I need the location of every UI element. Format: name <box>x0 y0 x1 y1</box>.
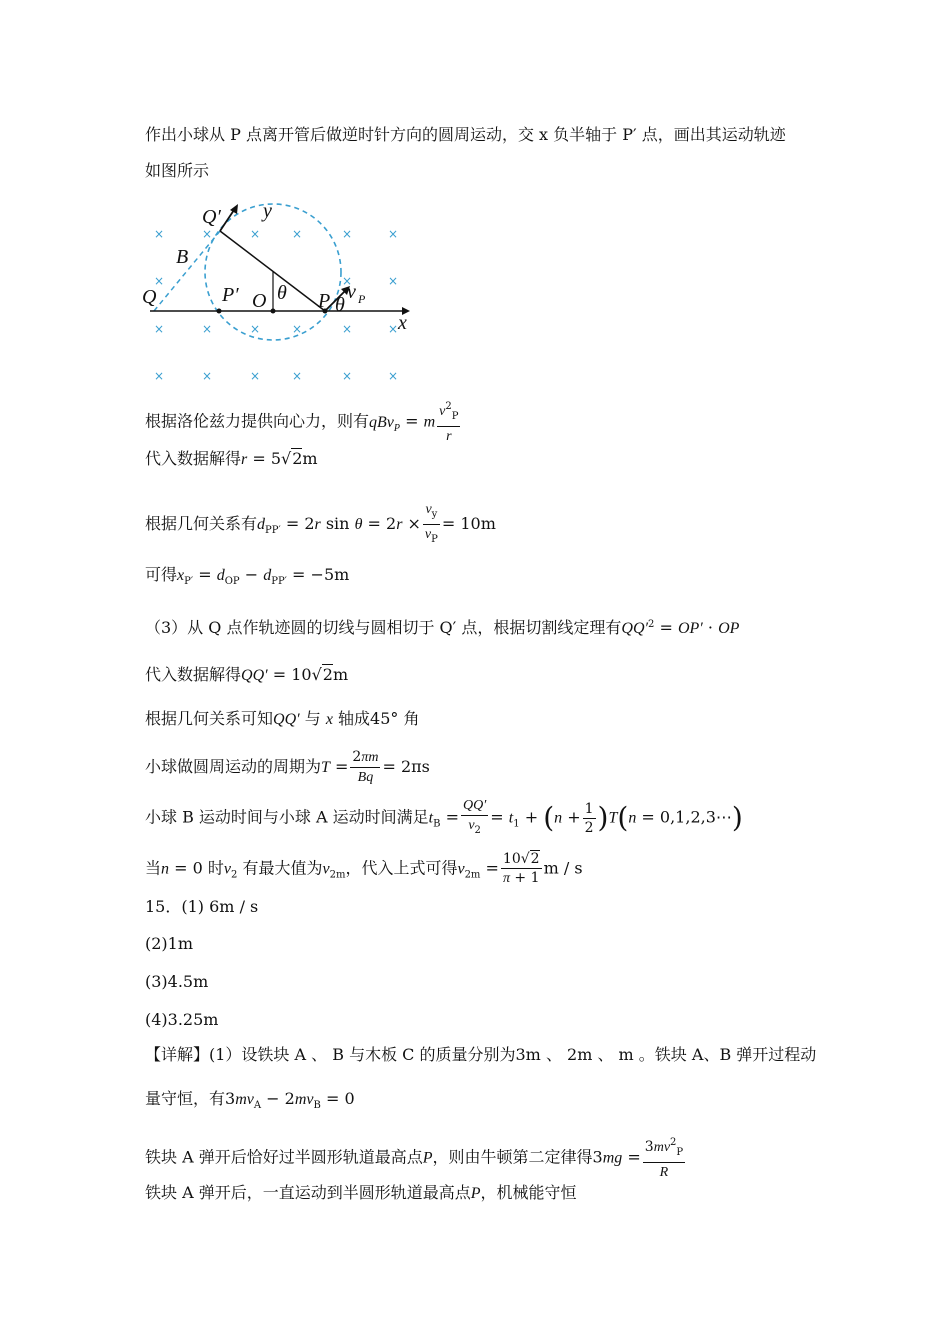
svg-text:×: × <box>250 322 261 336</box>
label-vp: v <box>347 281 356 303</box>
svg-text:×: × <box>292 322 303 336</box>
svg-text:×: × <box>388 322 399 336</box>
label-p: P <box>318 290 331 312</box>
label-y: y <box>263 200 272 222</box>
eq-time: 小球 B 运动时间与小球 A 运动时间满足$t_B$ = $\frac{QQ'}{v_2}$ = $t_1 + (n$ + $\frac{1}{2}$ )T(n = 0,1,2,3⋯) <box>145 798 743 836</box>
eq-vmax: 当n = 0 时$v_2$ 有最大值为$v_{2m}$，代入上式可得$v_{2m}$ = $\frac{10√2}{\pi + 1}$ m / s <box>145 851 583 886</box>
label-theta-2: θ <box>335 294 345 316</box>
eq-period: 小球做圆周运动的周期为T = $\frac{2\pi m}{Bq}$ = 2πs <box>145 749 430 785</box>
intro-line-2: 如图所示 <box>145 161 210 180</box>
svg-text:×: × <box>250 227 261 241</box>
svg-text:×: × <box>154 227 165 241</box>
svg-text:×: × <box>388 274 399 288</box>
part3-line: （3）从 Q 点作轨迹圆的切线与圆相切于 Q′ 点，根据切割线定理有$QQ'^2 = OP'$ · OP <box>145 618 740 637</box>
svg-text:×: × <box>202 322 213 336</box>
intro-line-1: 作出小球从 P 点离开管后做逆时针方向的圆周运动，交 x 负半轴于 P′ 点，画出其运动轨迹 <box>145 125 786 144</box>
tangent-line <box>154 231 220 311</box>
svg-text:×: × <box>154 369 165 383</box>
svg-text:×: × <box>342 227 353 241</box>
eq-r: 代入数据解得r = 5√2m <box>145 449 318 468</box>
label-o: O <box>252 290 267 312</box>
svg-text:×: × <box>202 227 213 241</box>
detail-line-1: 【详解】(1）设铁块 A 、 B 与木板 C 的质量分别为3m 、 2m 、 m 。铁块 A、B 弹开过程动 <box>145 1045 817 1064</box>
detail-line-2: 量守恒，有$3mv_A - 2mv_B = 0$ <box>145 1089 355 1111</box>
label-p-prime: P′ <box>222 284 239 306</box>
q15-answer-1: 15．(1) 6m / s <box>145 897 259 916</box>
q15-answer-4: (4)3.25m <box>145 1010 219 1029</box>
detail-line-4: 铁块 A 弹开后，一直运动到半圆形轨道最高点P，机械能守恒 <box>145 1183 577 1202</box>
label-vp-sub: P <box>358 292 366 306</box>
q15-answer-3: (3)4.5m <box>145 972 209 991</box>
svg-text:×: × <box>388 227 399 241</box>
eq-x: 可得$x_{P'} = d_{OP} - d_{PP'} = -5m$ <box>145 565 350 587</box>
svg-text:×: × <box>202 369 213 383</box>
svg-text:×: × <box>250 369 261 383</box>
svg-text:×: × <box>342 274 353 288</box>
svg-text:×: × <box>342 369 353 383</box>
eq-qq: 代入数据解得QQ′ = 10√2m <box>145 665 349 684</box>
q15-answer-2: (2)1m <box>145 934 194 953</box>
detail-line-3: 铁块 A 弹开后恰好过半圆形轨道最高点P，则由牛顿第二定律得3mg = $\frac{3mv^2_P}{R}$ <box>145 1134 687 1182</box>
angle-45-line: 根据几何关系可知QQ′ 与 x 轴成45° 角 <box>145 709 420 728</box>
eq-d: 根据几何关系有$d_{PP'} = 2r$ sin θ = 2r × $\frac{v_y}{v_P}$ = 10m <box>145 502 496 545</box>
svg-text:×: × <box>292 227 303 241</box>
trajectory-diagram <box>140 195 420 390</box>
svg-text:×: × <box>154 274 165 288</box>
label-theta-1: θ <box>277 282 287 304</box>
svg-text:×: × <box>154 322 165 336</box>
label-q-prime: Q′ <box>202 206 221 228</box>
svg-text:×: × <box>342 322 353 336</box>
eq-lorentz: 根据洛伦兹力提供向心力，则有qBv$_P$ = m $\frac{v^2_P}{r}$ <box>145 398 462 446</box>
svg-text:×: × <box>388 369 399 383</box>
label-q: Q <box>142 286 157 308</box>
label-b: B <box>176 246 189 268</box>
label-x: x <box>398 312 407 334</box>
svg-text:×: × <box>292 369 303 383</box>
